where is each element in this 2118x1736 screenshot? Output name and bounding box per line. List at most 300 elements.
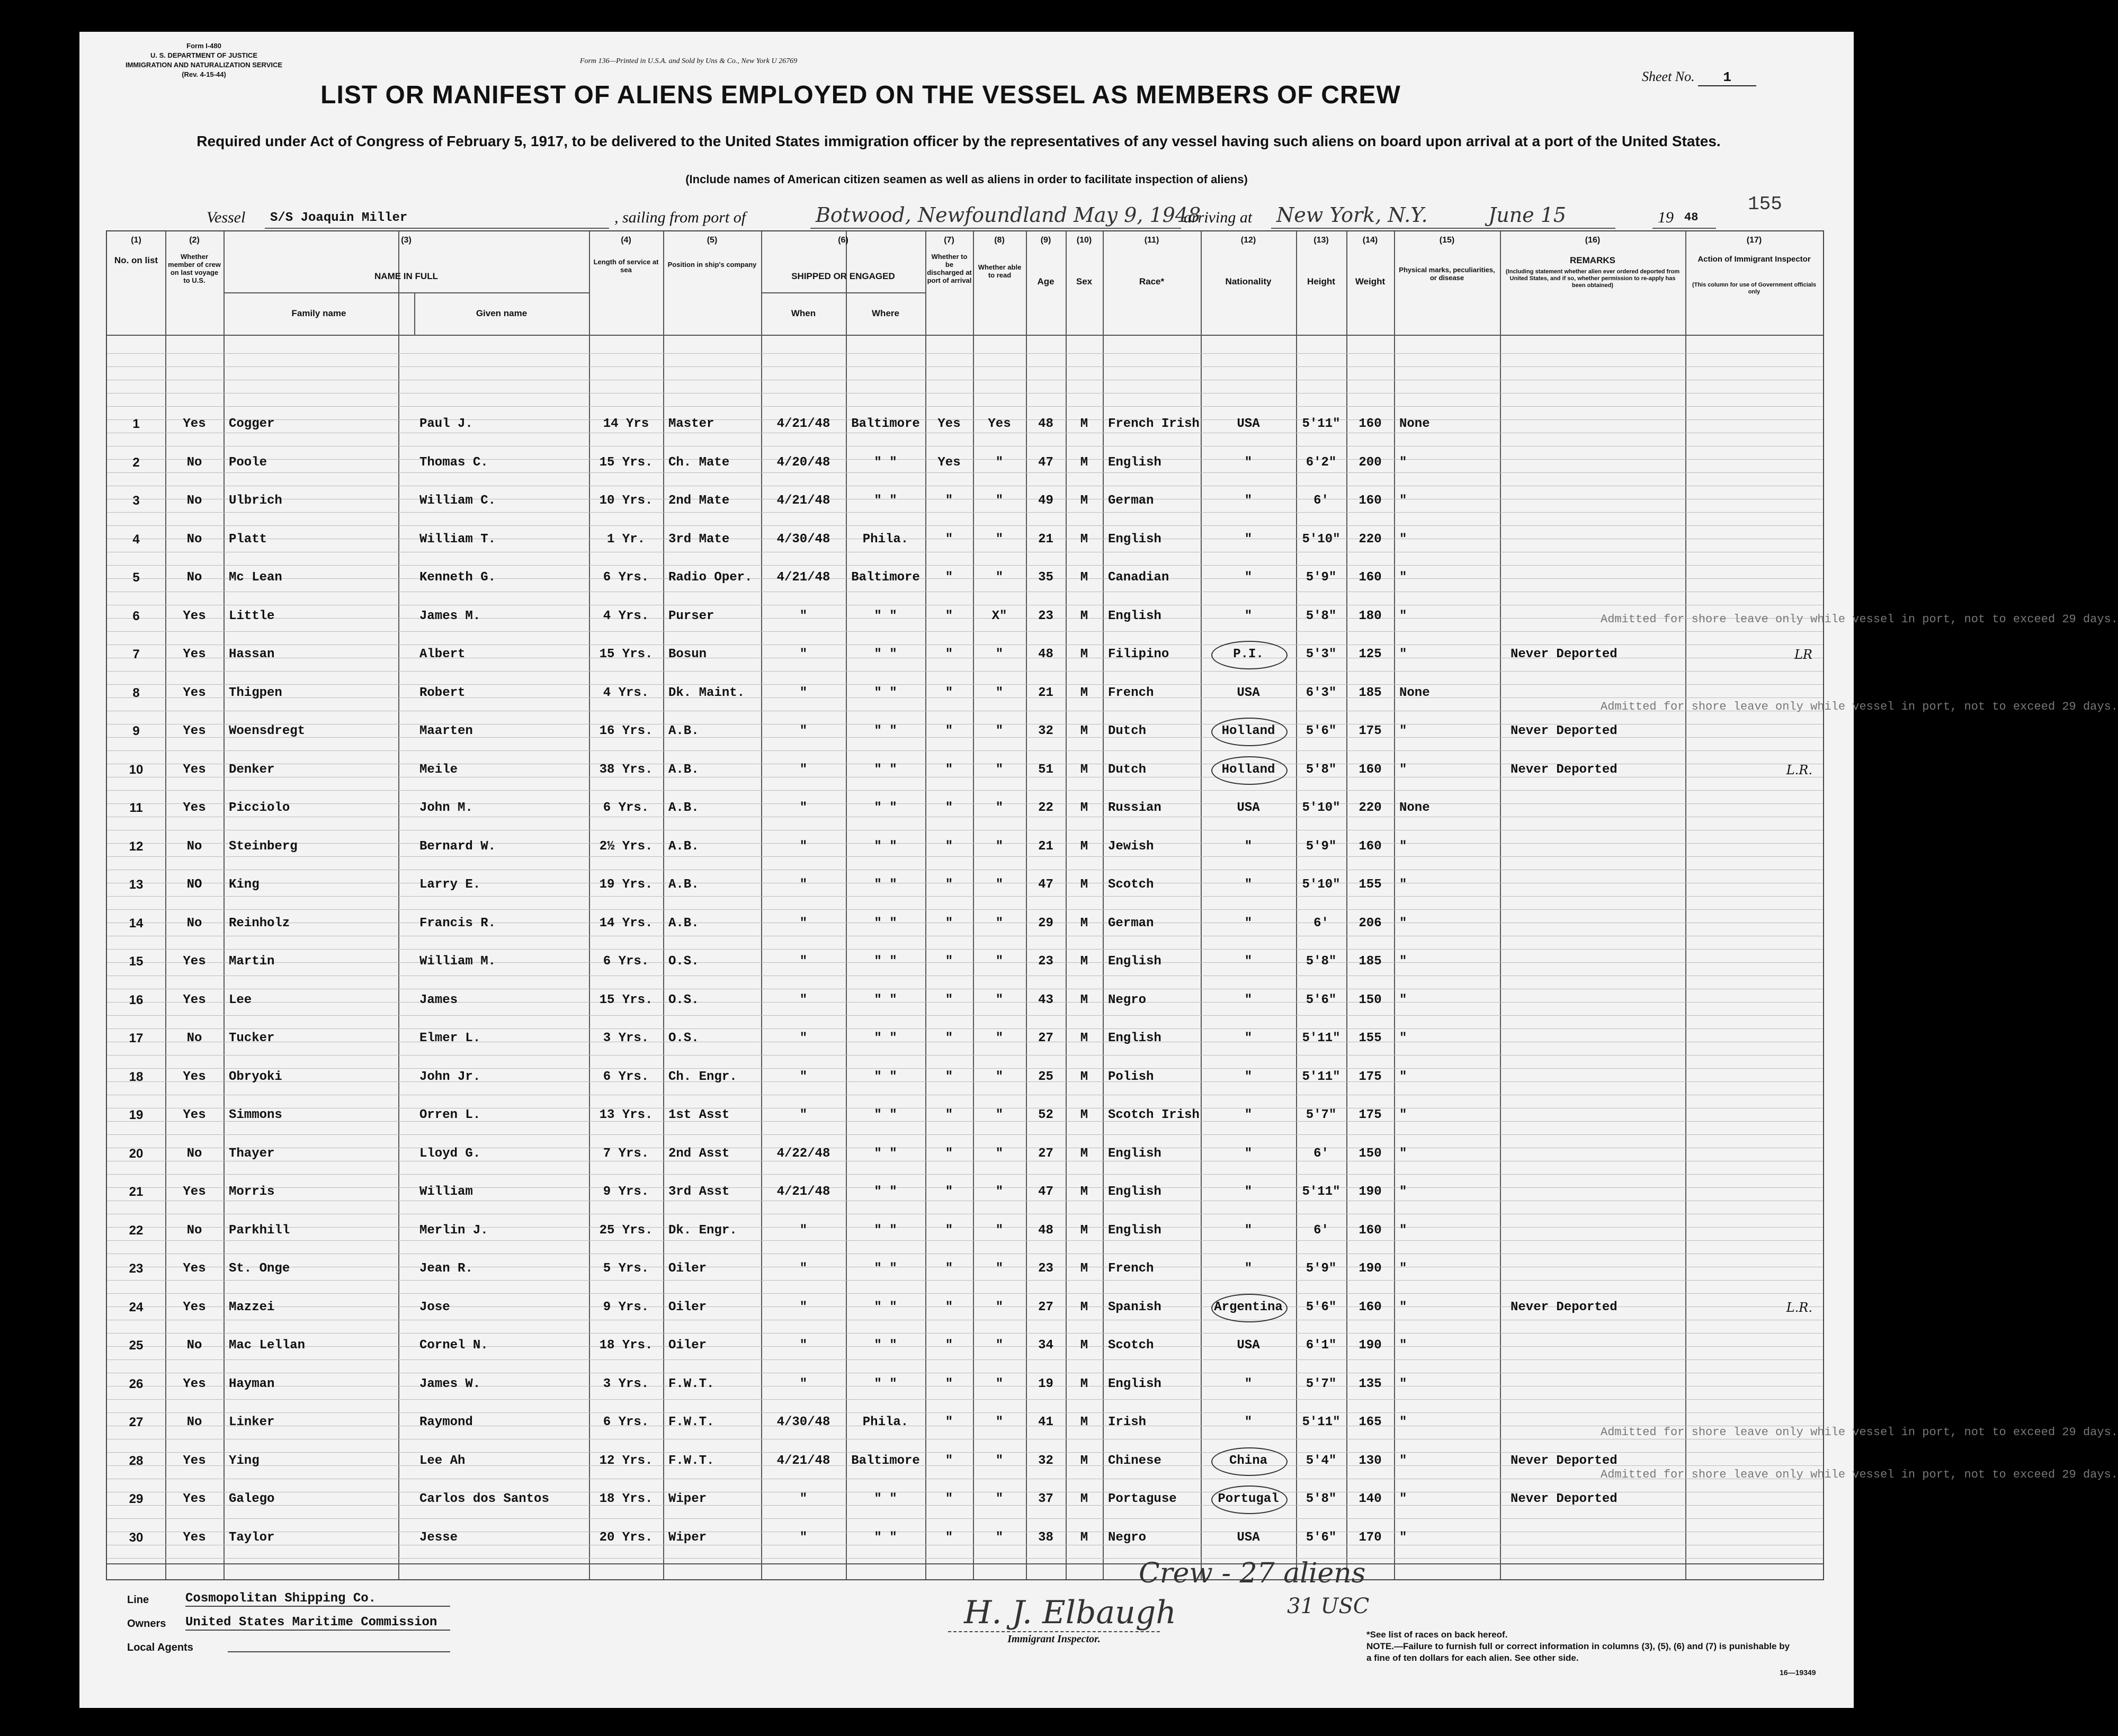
rule-line xyxy=(107,1412,1823,1413)
cell-weight: 150 xyxy=(1359,1146,1382,1161)
cell-position: 2nd Asst xyxy=(668,1146,730,1161)
nationality-circle xyxy=(1211,756,1288,785)
cell-service: 18 Yrs. xyxy=(599,1338,653,1353)
cell-disch: " xyxy=(945,570,953,585)
cell-nat: " xyxy=(1244,1185,1253,1199)
cell-when: " xyxy=(799,839,808,854)
cell-position: Ch. Mate xyxy=(668,455,730,470)
cell-height: 5'7" xyxy=(1306,1376,1337,1391)
header-family-name: Family name xyxy=(291,308,346,318)
form-identifier xyxy=(119,41,289,79)
cell-race: English xyxy=(1108,1223,1161,1238)
cell-where: Baltimore xyxy=(851,570,920,585)
cell-disch: " xyxy=(945,1453,953,1468)
cell-given: Cornel N. xyxy=(419,1338,488,1353)
cell-family: Mazzei xyxy=(229,1300,275,1314)
cell-read: " xyxy=(995,685,1004,700)
cell-physical: " xyxy=(1399,1492,1407,1506)
cell-member: Yes xyxy=(183,685,206,700)
cell-sex: M xyxy=(1080,916,1088,930)
cell-disch: " xyxy=(945,1146,953,1161)
cell-family: Steinberg xyxy=(229,839,298,854)
cell-when: 4/21/48 xyxy=(776,417,830,431)
cell-age: 52 xyxy=(1038,1108,1053,1122)
cell-sex: M xyxy=(1080,1453,1088,1468)
cell-weight: 130 xyxy=(1359,1453,1382,1468)
cell-service: 14 Yrs. xyxy=(599,916,653,930)
fine-note: NOTE.—Failure to furnish full or correct information in columns (3), (5), (6) and (7) is punishable by a fine of ten dollars for each alien. See other side. xyxy=(1366,1641,1790,1663)
cell-weight: 206 xyxy=(1359,916,1382,930)
cell-no: 27 xyxy=(129,1415,144,1429)
cell-where: Baltimore xyxy=(851,1453,920,1468)
cell-height: 5'11" xyxy=(1302,417,1340,431)
cell-sex: M xyxy=(1080,609,1088,623)
cell-height: 5'8" xyxy=(1306,1492,1337,1506)
cell-position: F.W.T. xyxy=(668,1376,714,1391)
cell-read: " xyxy=(995,1031,1004,1045)
header-remarks: REMARKS xyxy=(1570,255,1615,265)
rule-line xyxy=(107,856,1823,857)
cell-nat: " xyxy=(1244,455,1253,470)
rule-line xyxy=(107,631,1823,632)
cell-member: Yes xyxy=(183,954,206,969)
cell-weight: 135 xyxy=(1359,1376,1382,1391)
col-num: (15) xyxy=(1439,236,1455,245)
cell-age: 23 xyxy=(1038,609,1053,623)
tally-line: Crew - 27 aliens xyxy=(1139,1558,1366,1589)
cell-age: 27 xyxy=(1038,1146,1053,1161)
cell-race: Dutch xyxy=(1108,724,1147,738)
cell-family: King xyxy=(229,878,260,892)
cell-where: " " xyxy=(874,992,897,1007)
cell-weight: 180 xyxy=(1359,609,1382,623)
cell-height: 5'4" xyxy=(1306,1453,1337,1468)
cell-member: Yes xyxy=(183,1376,206,1391)
cell-height: 5'6" xyxy=(1306,992,1337,1007)
cell-when: " xyxy=(799,916,808,930)
cell-physical: " xyxy=(1399,724,1407,738)
cell-read: " xyxy=(995,839,1004,854)
cell-age: 32 xyxy=(1038,1453,1053,1468)
cell-race: French xyxy=(1108,1261,1154,1276)
cell-service: 15 Yrs. xyxy=(599,647,653,661)
cell-sex: M xyxy=(1080,1492,1088,1506)
cell-member: No xyxy=(186,839,202,854)
cell-physical: " xyxy=(1399,1185,1407,1199)
cell-position: A.B. xyxy=(668,801,699,815)
cell-nat: " xyxy=(1244,1261,1253,1276)
cell-when: " xyxy=(799,1300,808,1314)
rule-line xyxy=(107,1240,1823,1241)
cell-nat: " xyxy=(1244,954,1253,969)
cell-given: William xyxy=(419,1185,473,1199)
cell-service: 2½ Yrs. xyxy=(599,839,653,854)
cell-disch: " xyxy=(945,494,953,508)
cell-position: Master xyxy=(668,417,714,431)
cell-service: 7 Yrs. xyxy=(603,1146,649,1161)
cell-read: " xyxy=(995,762,1004,777)
cell-where: " " xyxy=(874,1338,897,1353)
cell-no: 7 xyxy=(132,647,140,661)
col-num: (17) xyxy=(1746,236,1762,245)
cell-physical: " xyxy=(1399,1415,1407,1429)
cell-height: 5'11" xyxy=(1302,1069,1340,1084)
cell-member: Yes xyxy=(183,647,206,661)
cell-family: Hassan xyxy=(229,647,275,661)
cell-where: " " xyxy=(874,762,897,777)
col-num: (11) xyxy=(1144,236,1159,245)
cell-age: 21 xyxy=(1038,532,1053,547)
cell-member: No xyxy=(186,494,202,508)
cell-when: " xyxy=(799,1376,808,1391)
cell-height: 5'9" xyxy=(1306,1261,1337,1276)
cell-member: No xyxy=(186,532,202,547)
rule-line xyxy=(107,525,1823,526)
header-action-sub: (This column for use of Government officials only xyxy=(1692,282,1817,295)
rule-line xyxy=(107,406,1823,407)
cell-family: Poole xyxy=(229,455,267,470)
cell-disch: " xyxy=(945,762,953,777)
cell-where: " " xyxy=(874,1185,897,1199)
rule-line xyxy=(107,1333,1823,1334)
cell-race: Russian xyxy=(1108,801,1161,815)
cell-disch: " xyxy=(945,801,953,815)
cell-physical: " xyxy=(1399,916,1407,930)
cell-position: Purser xyxy=(668,609,714,623)
header-age: Age xyxy=(1037,276,1054,287)
cell-service: 5 Yrs. xyxy=(603,1261,649,1276)
cell-where: " " xyxy=(874,839,897,854)
cell-service: 6 Yrs. xyxy=(603,1415,649,1429)
cell-when: " xyxy=(799,1338,808,1353)
owners-value: United States Maritime Commission xyxy=(185,1615,450,1631)
cell-position: Wiper xyxy=(668,1530,707,1545)
cell-nat: " xyxy=(1244,839,1253,854)
cell-no: 2 xyxy=(132,455,140,470)
cell-service: 15 Yrs. xyxy=(599,455,653,470)
cell-where: " " xyxy=(874,1223,897,1238)
cell-height: 5'11" xyxy=(1302,1031,1340,1045)
cell-position: A.B. xyxy=(668,839,699,854)
cell-member: Yes xyxy=(183,724,206,738)
cell-race: English xyxy=(1108,609,1161,623)
cell-when: 4/21/48 xyxy=(776,1185,830,1199)
cell-family: Simmons xyxy=(229,1108,282,1122)
cell-physical: " xyxy=(1399,1300,1407,1314)
cell-service: 20 Yrs. xyxy=(599,1530,653,1545)
cell-family: Cogger xyxy=(229,417,275,431)
cell-service: 13 Yrs. xyxy=(599,1108,653,1122)
header-physical: Physical marks, peculiarities, or disease xyxy=(1399,266,1495,282)
cell-no: 1 xyxy=(132,417,140,431)
cell-sex: M xyxy=(1080,1338,1088,1353)
cell-family: Little xyxy=(229,609,275,623)
cell-member: Yes xyxy=(183,801,206,815)
cell-family: Mac Lellan xyxy=(229,1338,306,1353)
shore-leave-note: Admitted for shore leave only while vessel in port, not to exceed 29 days. xyxy=(1601,1426,2118,1439)
cell-when: " xyxy=(799,1069,808,1084)
cell-disch: " xyxy=(945,609,953,623)
cell-weight: 185 xyxy=(1359,954,1382,969)
cell-height: 5'6" xyxy=(1306,1530,1337,1545)
cell-sex: M xyxy=(1080,724,1088,738)
col-num: (3) xyxy=(401,236,412,245)
cell-age: 47 xyxy=(1038,1185,1053,1199)
cell-read: " xyxy=(995,532,1004,547)
cell-height: 6'2" xyxy=(1306,455,1337,470)
cell-when: " xyxy=(799,1031,808,1045)
rule-line xyxy=(107,1068,1823,1069)
owners-label: Owners xyxy=(127,1618,166,1630)
cell-sex: M xyxy=(1080,1376,1088,1391)
cell-height: 5'11" xyxy=(1302,1415,1340,1429)
nationality-circle xyxy=(1211,1486,1288,1514)
cell-service: 6 Yrs. xyxy=(603,570,649,585)
cell-position: O.S. xyxy=(668,992,699,1007)
cell-nat: " xyxy=(1244,609,1253,623)
rule-line xyxy=(107,1359,1823,1360)
cell-sex: M xyxy=(1080,1415,1088,1429)
cell-service: 15 Yrs. xyxy=(599,992,653,1007)
cell-where: " " xyxy=(874,609,897,623)
cell-height: 5'8" xyxy=(1306,762,1337,777)
cell-position: Radio Oper. xyxy=(668,570,753,585)
cell-family: Thigpen xyxy=(229,685,282,700)
cell-no: 30 xyxy=(129,1530,144,1545)
cell-height: 6' xyxy=(1313,1223,1329,1238)
header-discharged: Whether to be discharged at port of arrival xyxy=(927,253,972,284)
cell-weight: 160 xyxy=(1359,1223,1382,1238)
cell-given: Robert xyxy=(419,685,466,700)
cell-race: Negro xyxy=(1108,1530,1147,1545)
rule-line xyxy=(107,565,1823,566)
cell-member: Yes xyxy=(183,1069,206,1084)
cell-member: No xyxy=(186,455,202,470)
form-id-line: IMMIGRATION AND NATURALIZATION SERVICE xyxy=(125,61,283,69)
cell-sex: M xyxy=(1080,1530,1088,1545)
cell-where: " " xyxy=(874,1376,897,1391)
cell-no: 29 xyxy=(129,1492,144,1506)
cell-service: 14 Yrs xyxy=(603,417,649,431)
cell-position: 3rd Asst xyxy=(668,1185,730,1199)
cell-disch: " xyxy=(945,1185,953,1199)
cell-member: Yes xyxy=(183,1530,206,1545)
cell-given: Carlos dos Santos xyxy=(419,1492,549,1506)
cell-disch: " xyxy=(945,1338,953,1353)
cell-sex: M xyxy=(1080,455,1088,470)
cell-family: Woensdregt xyxy=(229,724,306,738)
cell-race: English xyxy=(1108,1031,1161,1045)
header-sex: Sex xyxy=(1076,276,1093,287)
cell-given: Kenneth G. xyxy=(419,570,496,585)
cell-height: 6' xyxy=(1313,494,1329,508)
cell-age: 29 xyxy=(1038,916,1053,930)
cell-no: 10 xyxy=(129,762,144,777)
cell-height: 5'7" xyxy=(1306,1108,1337,1122)
cell-physical: " xyxy=(1399,1146,1407,1161)
cell-given: Lee Ah xyxy=(419,1453,466,1468)
cell-where: " " xyxy=(874,1300,897,1314)
cell-weight: 125 xyxy=(1359,647,1382,661)
year-suffix: 48 xyxy=(1684,211,1699,224)
rule-line xyxy=(107,512,1823,513)
cell-sex: M xyxy=(1080,992,1088,1007)
cell-disch: " xyxy=(945,1108,953,1122)
cell-weight: 190 xyxy=(1359,1338,1382,1353)
cell-race: Filipino xyxy=(1108,647,1169,661)
header-race: Race* xyxy=(1139,276,1165,287)
cell-weight: 190 xyxy=(1359,1185,1382,1199)
cell-sex: M xyxy=(1080,532,1088,547)
cell-given: Maarten xyxy=(419,724,473,738)
cell-physical: None xyxy=(1399,685,1430,700)
line-value: Cosmopolitan Shipping Co. xyxy=(185,1591,450,1607)
cell-nat: " xyxy=(1244,570,1253,585)
cell-no: 5 xyxy=(132,570,140,585)
col-num: (13) xyxy=(1313,236,1329,245)
header-action: Action of Immigrant Inspector xyxy=(1697,255,1811,264)
cell-weight: 150 xyxy=(1359,992,1382,1007)
cell-physical: None xyxy=(1399,417,1430,431)
cell-nat: Portugal xyxy=(1218,1492,1279,1506)
cell-given: James M. xyxy=(419,609,481,623)
cell-given: James xyxy=(419,992,458,1007)
cell-weight: 220 xyxy=(1359,532,1382,547)
header-no-on-list: No. on list xyxy=(114,255,158,265)
cell-weight: 160 xyxy=(1359,417,1382,431)
cell-where: Phila. xyxy=(862,532,909,547)
cell-given: Elmer L. xyxy=(419,1031,481,1045)
cell-given: Merlin J. xyxy=(419,1223,488,1238)
cell-position: F.W.T. xyxy=(668,1453,714,1468)
cell-sex: M xyxy=(1080,1146,1088,1161)
cell-no: 28 xyxy=(129,1453,144,1468)
rule-line xyxy=(107,1015,1823,1016)
cell-nat: " xyxy=(1244,1108,1253,1122)
cell-family: Hayman xyxy=(229,1376,275,1391)
rule-line xyxy=(107,1280,1823,1281)
manifest-sheet xyxy=(79,32,2118,1708)
header-height: Height xyxy=(1307,276,1335,287)
cell-physical: " xyxy=(1399,1530,1407,1545)
cell-race: German xyxy=(1108,916,1154,930)
cell-where: " " xyxy=(874,1530,897,1545)
cell-when: 4/21/48 xyxy=(776,570,830,585)
cell-race: Scotch Irish xyxy=(1108,1108,1200,1122)
cell-no: 20 xyxy=(129,1146,144,1161)
rule-line xyxy=(107,1558,1823,1559)
cell-when: " xyxy=(799,724,808,738)
header-where: Where xyxy=(872,308,899,318)
year-prefix: 19 xyxy=(1658,209,1674,226)
cell-when: 4/21/48 xyxy=(776,494,830,508)
cell-when: " xyxy=(799,647,808,661)
cell-physical: " xyxy=(1399,954,1407,969)
form-id-line: Form I-480 xyxy=(186,42,221,50)
rule-line xyxy=(107,671,1823,672)
col-num: (5) xyxy=(707,236,718,245)
cell-position: 1st Asst xyxy=(668,1108,730,1122)
cell-age: 37 xyxy=(1038,1492,1053,1506)
cell-sex: M xyxy=(1080,1185,1088,1199)
cell-position: Wiper xyxy=(668,1492,707,1506)
col-num: (8) xyxy=(994,236,1005,245)
cell-member: Yes xyxy=(183,762,206,777)
cell-height: 6'1" xyxy=(1306,1338,1337,1353)
cell-member: Yes xyxy=(183,1300,206,1314)
cell-age: 22 xyxy=(1038,801,1053,815)
cell-sex: M xyxy=(1080,1300,1088,1314)
cell-where: " " xyxy=(874,1108,897,1122)
cell-read: " xyxy=(995,1261,1004,1276)
cell-sex: M xyxy=(1080,954,1088,969)
cell-given: Bernard W. xyxy=(419,839,496,854)
rule-line xyxy=(107,1028,1823,1029)
header-able-read: Whether able to read xyxy=(978,263,1022,279)
cell-member: Yes xyxy=(183,417,206,431)
form-code: 16—19349 xyxy=(1780,1668,1816,1677)
cell-height: 5'8" xyxy=(1306,954,1337,969)
cell-weight: 160 xyxy=(1359,570,1382,585)
cell-age: 47 xyxy=(1038,455,1053,470)
cell-position: A.B. xyxy=(668,762,699,777)
cell-no: 13 xyxy=(129,878,144,892)
header-nationality: Nationality xyxy=(1225,276,1272,287)
cell-member: Yes xyxy=(183,1108,206,1122)
cell-physical: " xyxy=(1399,839,1407,854)
sheet-number xyxy=(1642,69,1756,86)
cell-position: O.S. xyxy=(668,1031,699,1045)
nationality-circle xyxy=(1211,641,1288,669)
rule-line xyxy=(107,790,1823,791)
cell-given: William C. xyxy=(419,494,496,508)
cell-service: 18 Yrs. xyxy=(599,1492,653,1506)
agents-label: Local Agents xyxy=(127,1642,193,1653)
cell-physical: " xyxy=(1399,1223,1407,1238)
cell-race: Dutch xyxy=(1108,762,1147,777)
cell-height: 5'9" xyxy=(1306,570,1337,585)
cell-service: 9 Yrs. xyxy=(603,1185,649,1199)
cell-when: " xyxy=(799,878,808,892)
cell-no: 8 xyxy=(132,685,140,700)
nationality-circle xyxy=(1211,1294,1288,1322)
cell-physical: " xyxy=(1399,570,1407,585)
cell-race: Spanish xyxy=(1108,1300,1161,1314)
cell-age: 23 xyxy=(1038,1261,1053,1276)
cell-member: Yes xyxy=(183,609,206,623)
cell-family: Mc Lean xyxy=(229,570,282,585)
cell-nat: " xyxy=(1244,1031,1253,1045)
cell-family: Obryoki xyxy=(229,1069,282,1084)
cell-nat: " xyxy=(1244,532,1253,547)
cell-weight: 200 xyxy=(1359,455,1382,470)
cell-disch: " xyxy=(945,1376,953,1391)
cell-no: 23 xyxy=(129,1261,144,1276)
cell-family: Martin xyxy=(229,954,275,969)
cell-position: Bosun xyxy=(668,647,707,661)
cell-read: " xyxy=(995,1492,1004,1506)
form-id-line: (Rev. 4-15-44) xyxy=(182,70,226,78)
tally-line: 31 USC xyxy=(1287,1594,1370,1618)
cell-sex: M xyxy=(1080,647,1088,661)
cell-no: 9 xyxy=(132,724,140,738)
rule-line xyxy=(107,472,1823,473)
cell-read: " xyxy=(995,1223,1004,1238)
cell-age: 43 xyxy=(1038,992,1053,1007)
cell-service: 6 Yrs. xyxy=(603,1069,649,1084)
cell-age: 27 xyxy=(1038,1031,1053,1045)
cell-read: " xyxy=(995,878,1004,892)
